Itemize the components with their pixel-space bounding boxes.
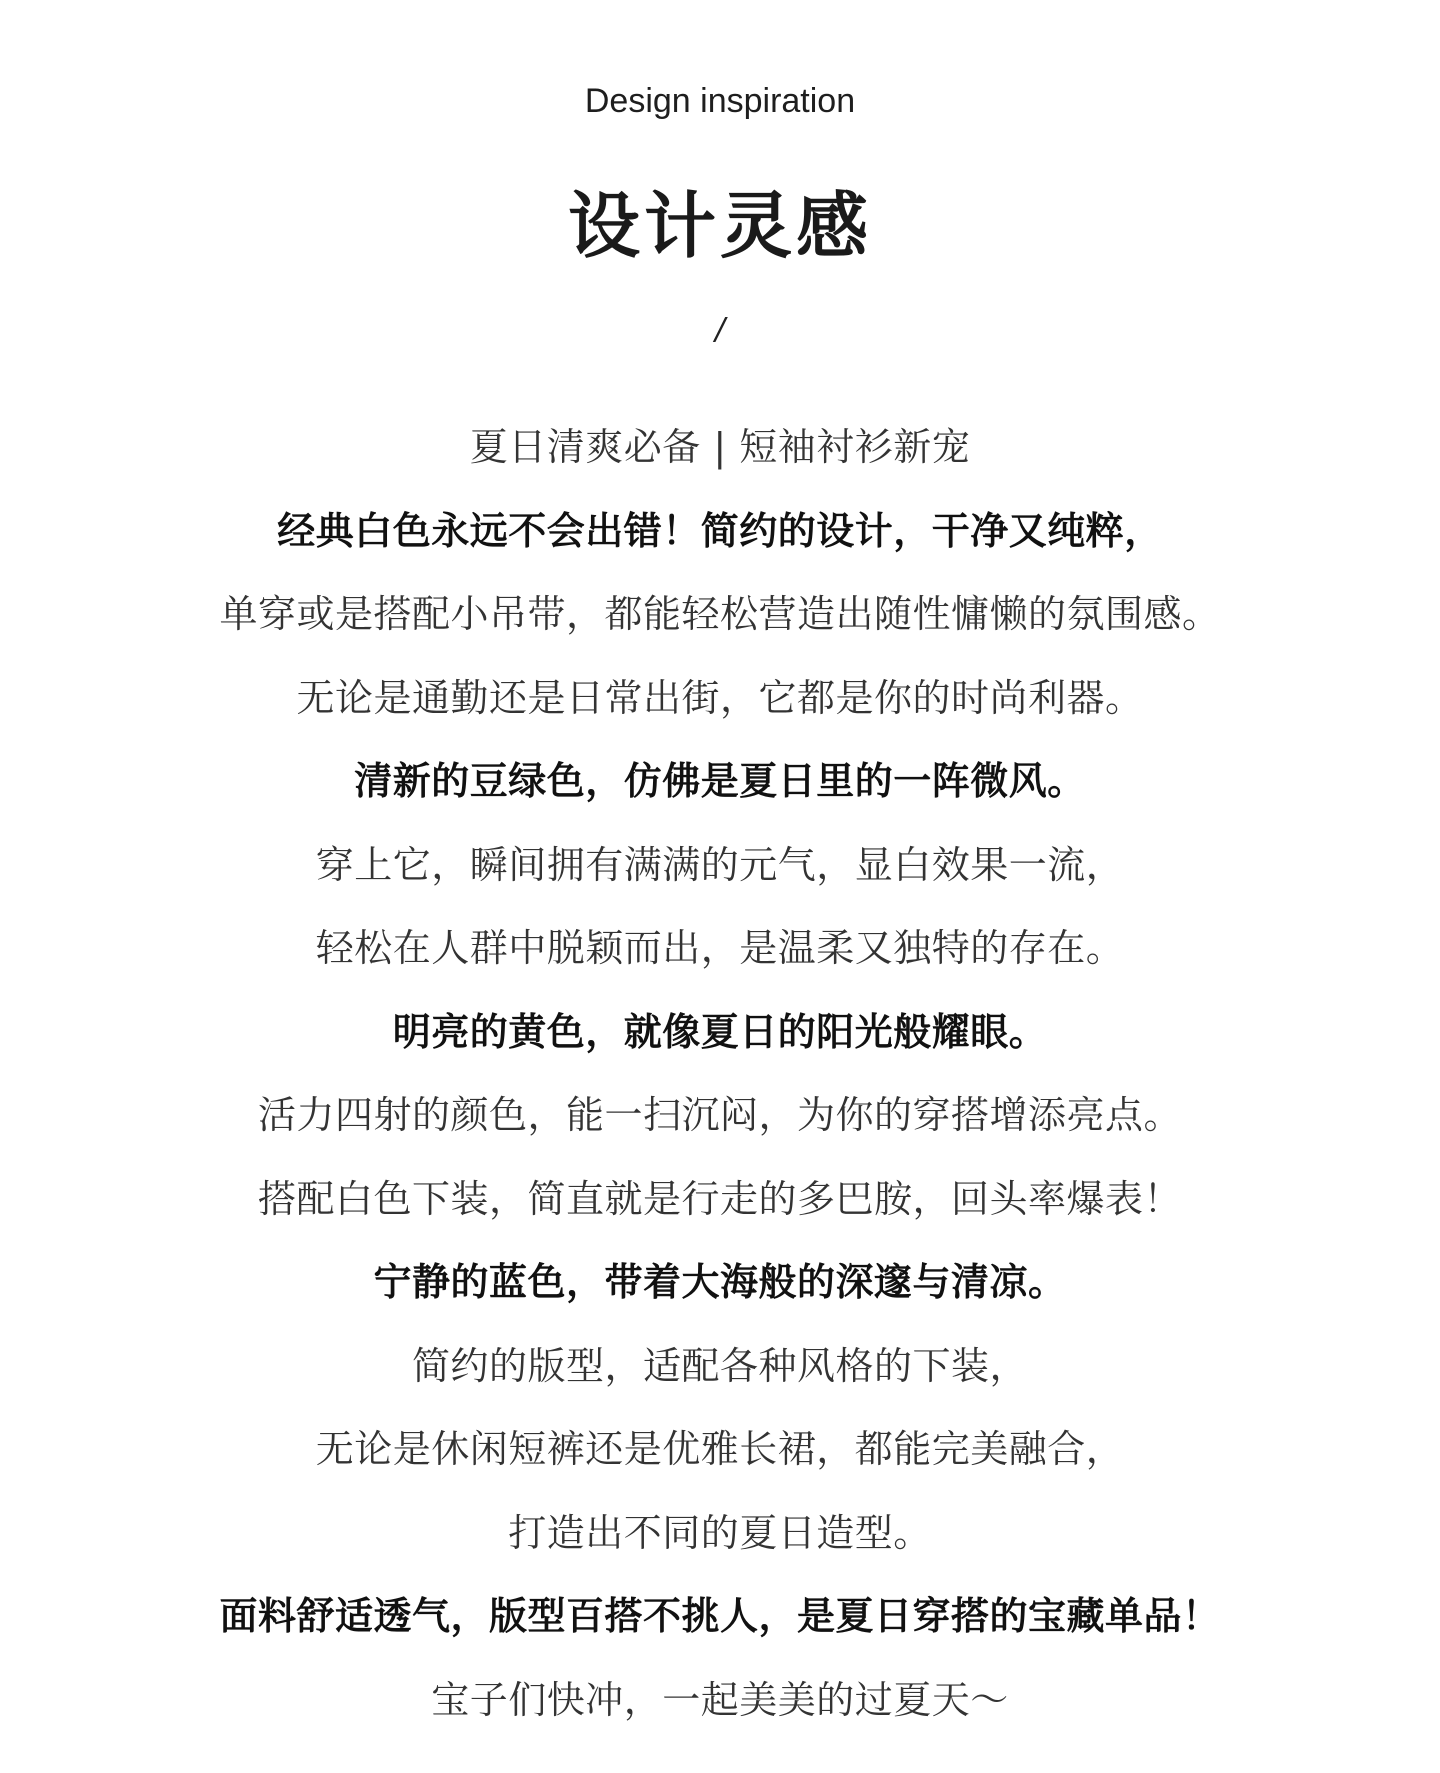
description-line: 夏日清爽必备 | 短袖衬衫新宠 <box>469 425 971 469</box>
description-line: 无论是休闲短裤还是优雅长裙，都能完美融合， <box>315 1427 1125 1471</box>
description-line: 清新的豆绿色，仿佛是夏日里的一阵微风。 <box>354 759 1086 803</box>
description-line: 宁静的蓝色，带着大海般的深邃与清凉。 <box>373 1260 1067 1304</box>
description-line: 面料舒适透气，版型百搭不挑人，是夏日穿搭的宝藏单品！ <box>219 1594 1221 1638</box>
description-line: 单穿或是搭配小吊带，都能轻松营造出随性慵懒的氛围感。 <box>219 592 1221 636</box>
description-text-block <box>0 406 1440 1742</box>
description-line: 宝子们快冲，一起美美的过夏天～ <box>431 1677 1009 1722</box>
english-subtitle: Design inspiration <box>584 82 856 120</box>
description-line: 搭配白色下装，简直就是行走的多巴胺，回头率爆表！ <box>257 1176 1182 1221</box>
description-line: 经典白色永远不会出错！简约的设计，干净又纯粹， <box>277 508 1163 553</box>
description-line: 活力四射的颜色，能一扫沉闷，为你的穿搭增添亮点。 <box>257 1093 1182 1137</box>
description-line: 无论是通勤还是日常出街，它都是你的时尚利器。 <box>296 675 1144 720</box>
page-title: 设计灵感 <box>567 184 872 268</box>
slash-divider: / <box>714 312 726 347</box>
description-line: 轻松在人群中脱颖而出，是温柔又独特的存在。 <box>315 926 1125 970</box>
description-line: 打造出不同的夏日造型。 <box>508 1510 932 1555</box>
description-line: 明亮的黄色，就像夏日的阳光般耀眼。 <box>392 1009 1048 1054</box>
description-line: 简约的版型，适配各种风格的下装， <box>411 1343 1028 1388</box>
description-line: 穿上它，瞬间拥有满满的元气，显白效果一流， <box>315 842 1125 887</box>
